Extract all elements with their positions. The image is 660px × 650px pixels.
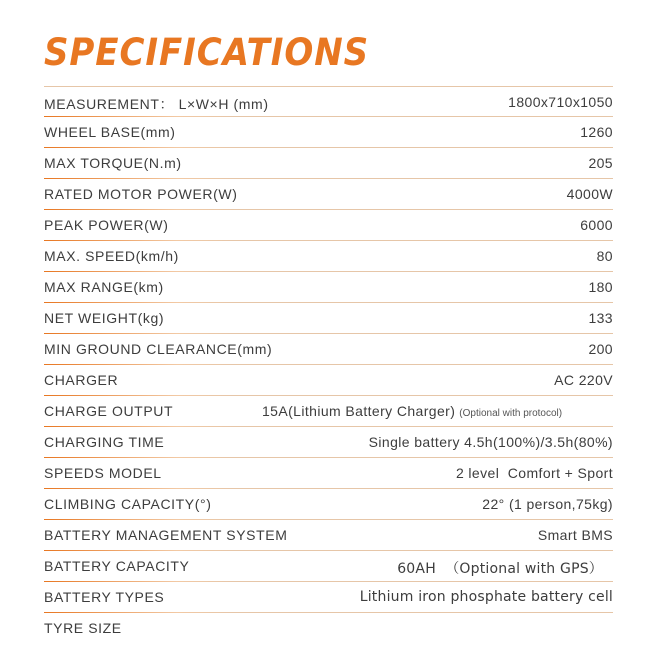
spec-table — [44, 86, 613, 644]
spec-label: BATTERY MANAGEMENT SYSTEM — [44, 527, 288, 543]
spec-label: BATTERY TYPES — [44, 589, 165, 605]
spec-value: 22° (1 person,75kg) — [482, 496, 613, 512]
page-title: SPECIFICATIONS — [44, 31, 370, 74]
spec-value: 60AH （Optional with GPS） — [397, 561, 603, 577]
spec-row-max-range — [44, 272, 613, 303]
spec-row-ground-clearance — [44, 334, 613, 365]
spec-label: MIN GROUND CLEARANCE(mm) — [44, 341, 273, 357]
spec-value: 1260 — [580, 124, 613, 140]
spec-value: 200 — [588, 341, 613, 357]
spec-row-bms — [44, 520, 613, 551]
spec-row-rated-motor-power — [44, 179, 613, 210]
spec-label: CHARGE OUTPUT — [44, 403, 174, 419]
spec-row-peak-power — [44, 210, 613, 241]
spec-row-speeds-model — [44, 458, 613, 489]
spec-value: Lithium iron phosphate battery cell — [359, 589, 613, 605]
spec-row-charger — [44, 365, 613, 396]
spec-value: 6000 — [580, 217, 613, 233]
spec-label: CHARGER — [44, 372, 119, 388]
spec-value: 180 — [588, 279, 613, 295]
spec-label: TYRE SIZE — [44, 620, 122, 636]
spec-row-max-torque — [44, 148, 613, 179]
spec-value: Single battery 4.5h(100%)/3.5h(80%) — [368, 434, 613, 450]
spec-label: CLIMBING CAPACITY(°) — [44, 496, 212, 512]
spec-label: CHARGING TIME — [44, 434, 165, 450]
spec-label: MAX. SPEED(km/h) — [44, 248, 179, 264]
spec-row-charging-time — [44, 427, 613, 458]
spec-value: 205 — [588, 155, 613, 171]
spec-row-battery-capacity — [44, 551, 613, 582]
spec-label: BATTERY CAPACITY — [44, 558, 190, 574]
spec-row-net-weight — [44, 303, 613, 334]
spec-label: SPEEDS MODEL — [44, 465, 162, 481]
spec-row-battery-types — [44, 582, 613, 613]
spec-value: 2 level Comfort + Sport — [455, 465, 613, 481]
spec-value: Smart BMS — [537, 527, 613, 543]
spec-value-note: (Optional with protocol) — [459, 408, 563, 419]
spec-label: MAX RANGE(km) — [44, 279, 164, 295]
spec-label: NET WEIGHT(kg) — [44, 310, 165, 326]
spec-value: 4000W — [566, 186, 613, 202]
spec-label: MEASUREMENT： L×W×H (mm) — [44, 96, 269, 112]
spec-value: 80 — [596, 248, 613, 264]
spec-row-wheel-base — [44, 117, 613, 148]
spec-value — [262, 403, 562, 419]
spec-label: RATED MOTOR POWER(W) — [44, 186, 238, 202]
spec-row-tyre-size — [44, 613, 613, 644]
spec-value: 133 — [588, 310, 613, 326]
spec-value: 1800x710x1050 — [508, 94, 613, 110]
spec-label: MAX TORQUE(N.m) — [44, 155, 182, 171]
spec-label: PEAK POWER(W) — [44, 217, 169, 233]
spec-row-climbing-capacity — [44, 489, 613, 520]
spec-label: WHEEL BASE(mm) — [44, 124, 176, 140]
spec-row-measurement — [44, 86, 613, 117]
spec-value: AC 220V — [554, 372, 613, 388]
spec-row-max-speed — [44, 241, 613, 272]
spec-row-charge-output — [44, 396, 613, 427]
spec-value-text: 15A(Lithium Battery Charger) — [262, 403, 456, 419]
